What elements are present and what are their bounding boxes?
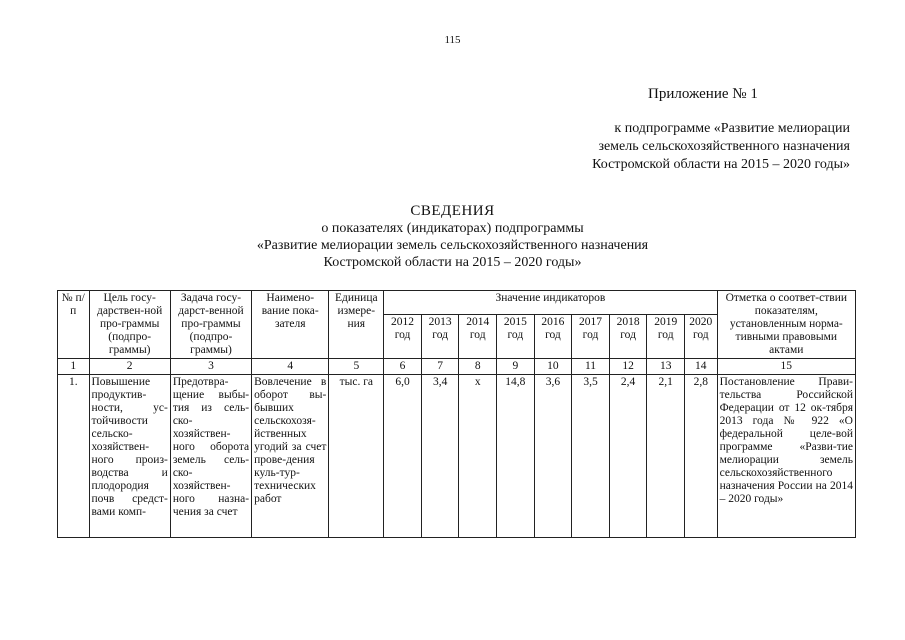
header-note: Отметка о соответ-ствии показателям, установленным норма-тивными правовыми актами [717,291,855,359]
row-goal: Повышение продуктив-ности, ус-тойчивости сельско-хозяйствен-ного произ-водства и плодородия почв средст-вами комп- [89,375,170,538]
row-value: 2,1 [647,375,685,538]
header-year: 2015 год [497,315,535,359]
appendix-title: Приложение № 1 [648,86,758,102]
page-number: 115 [444,34,461,46]
column-number: 2 [89,359,170,375]
heading-line: Костромской области на 2015 – 2020 годы» [323,255,582,270]
column-number: 10 [534,359,572,375]
heading-line: о показателях (индикаторах) подпрограммы [321,221,584,236]
table-row [58,375,856,538]
column-number: 3 [170,359,251,375]
appendix-line: к подпрограмме «Развитие мелиорации [614,121,850,136]
row-value: 3,5 [572,375,610,538]
header-unit: Единица измере-ния [329,291,384,359]
header-year: 2019 год [647,315,685,359]
column-number: 7 [421,359,459,375]
row-value: 2,4 [609,375,647,538]
header-task: Задача госу-дарст-венной про-граммы (подпро-граммы) [170,291,251,359]
header-row [58,291,856,315]
column-number: 9 [497,359,535,375]
column-number: 14 [685,359,718,375]
column-number: 11 [572,359,610,375]
row-unit: тыс. га [329,375,384,538]
appendix-reference [520,120,850,174]
column-number: 1 [58,359,90,375]
header-indicator-name: Наимено-вание пока-зателя [252,291,329,359]
row-value: 3,4 [421,375,459,538]
row-note: Постановление Прави-тельства Российской Федерации от 12 ок-тября 2013 года № 922 «О федеральной целе-вой программе «Разви-тие мелиорации земель сельскохозяйственного назначения России на 2014 – 2020 годы» [717,375,855,538]
row-indicator-name: Вовлечение в оборот вы-бывших сельскохозя-йственных угодий за счет прове-дения куль-тур-технических работ [252,375,329,538]
column-number: 15 [717,359,855,375]
header-goal: Цель госу-дарствен-ной про-граммы (подпро-граммы) [89,291,170,359]
column-numbers-row [58,359,856,375]
row-value: 2,8 [685,375,718,538]
column-number: 6 [384,359,422,375]
row-task: Предотвра-щение выбы-тия из сель-ско-хозяйствен-ного оборота земель сель-ско-хозяйствен-ного назна-чения за счет [170,375,251,538]
header-year: 2013 год [421,315,459,359]
indicators-table [57,290,856,538]
document-heading [0,203,905,271]
header-year: 2017 год [572,315,610,359]
header-year: 2020 год [685,315,718,359]
column-number: 8 [459,359,497,375]
row-value: 3,6 [534,375,572,538]
header-year: 2016 год [534,315,572,359]
column-number: 13 [647,359,685,375]
row-value: 6,0 [384,375,422,538]
column-number: 5 [329,359,384,375]
appendix-line: Костромской области на 2015 – 2020 годы» [592,157,850,172]
appendix-line: земель сельскохозяйственного назначения [598,139,850,154]
header-year: 2018 год [609,315,647,359]
row-num: 1. [58,375,90,538]
header-year: 2012 год [384,315,422,359]
column-number: 12 [609,359,647,375]
header-year: 2014 год [459,315,497,359]
heading-line: «Развитие мелиорации земель сельскохозяйственного назначения [256,238,649,253]
header-values-group: Значение индикаторов [384,291,717,315]
document-title: СВЕДЕНИЯ [410,203,495,219]
header-num: № п/п [58,291,90,359]
row-value: 14,8 [497,375,535,538]
row-value: х [459,375,497,538]
column-number: 4 [252,359,329,375]
